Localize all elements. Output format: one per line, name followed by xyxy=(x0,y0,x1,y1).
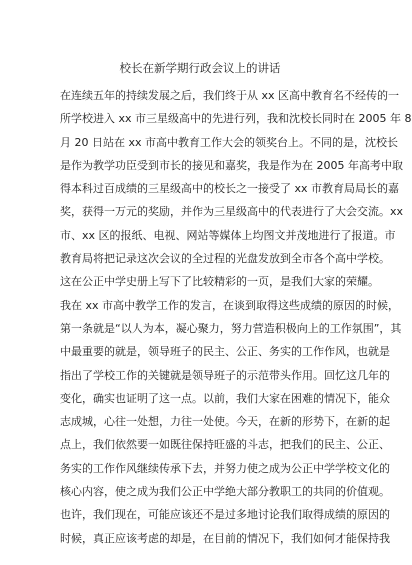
body-text-line: 也许，我们现在，可能应该还不是过多地讨论我们取得成绩的原因的 xyxy=(60,508,390,522)
body-text-line: 指出了学校工作的关键就是领导班子的示范带头作用。回忆这几年的 xyxy=(60,368,390,382)
body-text-line: 是作为教学功臣受到市长的接见和嘉奖，我是作为在 2005 年高考中取 xyxy=(60,158,403,172)
body-text-line: 在连续五年的持续发展之后，我们终于从 xx 区高中教育名不经传的一 xyxy=(60,89,400,102)
body-text-line: 务实的工作作风继续传承下去，并努力使之成为公正中学学校文化的 xyxy=(60,461,390,475)
body-text-line: 志成城，心往一处想，力往一处使。今天，在新的形势下，在新的起 xyxy=(60,415,390,429)
body-text-line: 这在公正中学史册上写下了比较精彩的一页，是我们大家的荣耀。 xyxy=(60,275,379,289)
body-text-line: 所学校进入 xx 市三星级高中的先进行列，我和沈校长同时在 2005 年 8 xyxy=(60,112,412,126)
body-text-line: 我在 xx 市高中教学工作的发言，在谈到取得这些成绩的原因的时候， xyxy=(60,298,400,312)
body-text-line: 月 20 日站在 xx 市高中教育工作大会的领奖台上。不同的是，沈校长 xyxy=(60,135,399,149)
document-body xyxy=(60,84,412,550)
body-text-line: 中最重要的就是，领导班子的民主、公正、务实的工作作风，也就是 xyxy=(60,345,390,359)
body-text-line: 第一条就是“以人为本，凝心聚力，努力营造积极向上的工作氛围”，其 xyxy=(60,321,402,335)
body-text-line: 奖，获得一万元的奖励，并作为三星级高中的代表进行了大会交流。xx xyxy=(60,205,404,219)
body-text-line: 时候，真正应该考虑的却是，在目前的情况下，我们如何才能保持我 xyxy=(60,531,390,545)
body-text-line: 得本科过百成绩的三星级高中的校长之一接受了 xx 市教育局局长的嘉 xyxy=(60,182,400,196)
body-text-line: 核心内容，使之成为我们公正中学绝大部分教职工的共同的价值观。 xyxy=(60,485,390,499)
body-text-line: 教育局将把记录这次会议的全过程的光盘发放到全市各个高中学校。 xyxy=(60,252,390,266)
body-text-line: 市、xx 区的报纸、电视、网站等媒体上均图文并茂地进行了报道。市 xyxy=(60,228,396,242)
document-title: 校长在新学期行政会议上的讲话 xyxy=(119,61,281,75)
body-text-line: 点上，我们依然要一如既往保持旺盛的斗志，把我们的民主、公正、 xyxy=(60,438,390,452)
body-text-line: 变化，确实也证明了这一点。以前，我们大家在困难的情况下，能众 xyxy=(60,391,390,405)
